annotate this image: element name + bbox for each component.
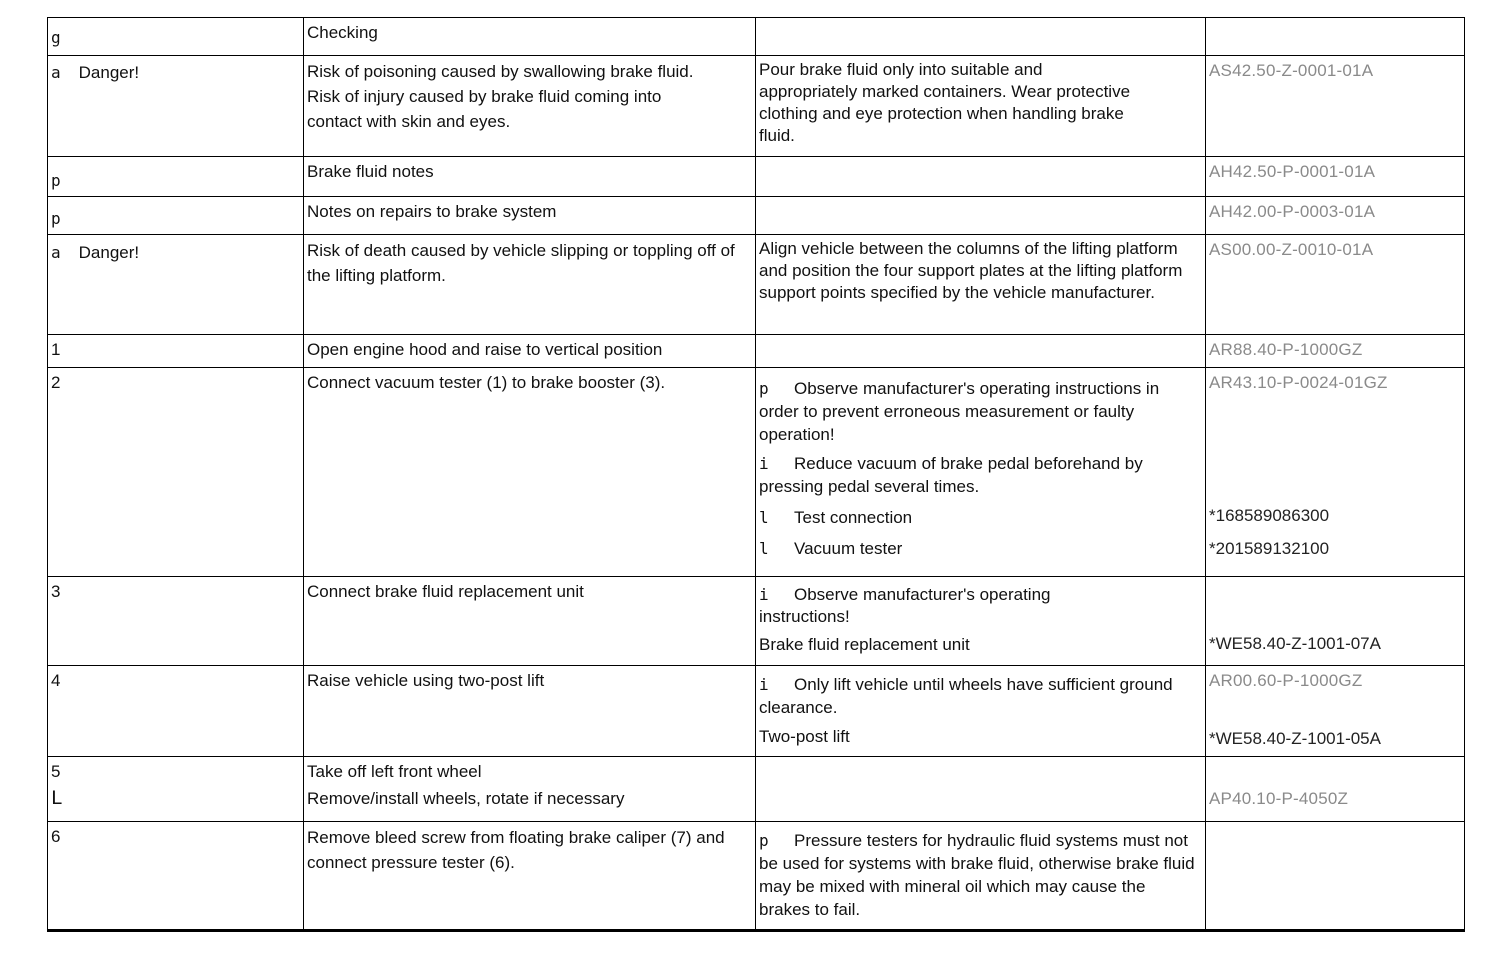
step-text: Connect brake fluid replacement unit bbox=[307, 582, 584, 601]
note-text: Observe manufacturer's operating instructions in order to prevent erroneous measurement or faulty operation! bbox=[759, 379, 1160, 444]
note-text: Vacuum tester bbox=[794, 539, 903, 558]
symbol-cell bbox=[48, 157, 304, 197]
ref-code: AR88.40-P-1000GZ bbox=[1209, 340, 1363, 359]
note-item bbox=[759, 452, 1193, 498]
link-symbol: L bbox=[51, 787, 63, 809]
note-text: Pour brake fluid only into suitable and appropriately marked containers. Wear protective clothing and eye protection when handling brake fluid. bbox=[759, 60, 1131, 145]
notes-cell bbox=[756, 335, 1206, 368]
notes-cell bbox=[756, 577, 1206, 666]
step-cell bbox=[304, 577, 756, 666]
symbol-cell bbox=[48, 666, 304, 757]
step-cell bbox=[304, 56, 756, 157]
step-text: Raise vehicle using two-post lift bbox=[307, 671, 545, 690]
step-cell bbox=[304, 757, 756, 822]
notes-cell bbox=[756, 368, 1206, 577]
notes-symbol: p bbox=[51, 209, 61, 228]
ref-code: AH42.50-P-0001-01A bbox=[1209, 162, 1376, 181]
note-text: Pressure testers for hydraulic fluid systems must not be used for systems with brake fluid, otherwise brake fluid may be mixed with mineral oil which may cause the brakes to fail. bbox=[759, 831, 1195, 919]
symbol-cell bbox=[48, 368, 304, 577]
ref-code: AP40.10-P-4050Z bbox=[1209, 789, 1349, 808]
step-number: 4 bbox=[51, 671, 61, 690]
danger-symbol: a bbox=[51, 63, 61, 82]
step-cell bbox=[304, 368, 756, 577]
step-subtext: Remove/install wheels, rotate if necessary bbox=[307, 789, 625, 808]
step-cell bbox=[304, 235, 756, 335]
step-number: 1 bbox=[51, 340, 61, 359]
symbol-cell bbox=[48, 56, 304, 157]
notes-symbol: p bbox=[759, 831, 769, 850]
note-item bbox=[759, 584, 1125, 628]
ref-cell bbox=[1206, 757, 1465, 822]
notes-symbol: p bbox=[51, 171, 61, 190]
note-text: Brake fluid replacement unit bbox=[759, 635, 970, 654]
note-item bbox=[759, 725, 1202, 748]
ref-cell bbox=[1206, 235, 1465, 335]
symbol-cell bbox=[48, 197, 304, 235]
tool-symbol: l bbox=[759, 508, 769, 527]
note-item bbox=[759, 537, 1193, 560]
step-text: Risk of poisoning caused by swallowing brake fluid. Risk of injury caused by brake fluid coming into contact with skin and eyes. bbox=[307, 62, 694, 131]
note-item bbox=[759, 377, 1193, 446]
table-row bbox=[48, 577, 1465, 666]
note-text: Observe manufacturer's operating instructions! bbox=[759, 585, 1051, 626]
step-text: Brake fluid notes bbox=[307, 162, 434, 181]
note-item bbox=[759, 829, 1195, 921]
table-row bbox=[48, 197, 1465, 235]
ref-code: AH42.00-P-0003-01A bbox=[1209, 202, 1376, 221]
ref-cell bbox=[1206, 18, 1465, 56]
step-cell bbox=[304, 18, 756, 56]
table-row bbox=[48, 335, 1465, 368]
ref-cell bbox=[1206, 822, 1465, 931]
ref-cell bbox=[1206, 368, 1465, 577]
danger-symbol: a bbox=[51, 243, 61, 262]
step-cell bbox=[304, 157, 756, 197]
table-row bbox=[48, 56, 1465, 157]
ref-cell bbox=[1206, 157, 1465, 197]
table-row bbox=[48, 18, 1465, 56]
notes-cell bbox=[756, 757, 1206, 822]
step-cell bbox=[304, 666, 756, 757]
notes-cell bbox=[756, 157, 1206, 197]
note-text: Align vehicle between the columns of the lifting platform and position the four support plates at the lifting platform support points specified by the vehicle manufacturer. bbox=[759, 239, 1183, 302]
step-cell bbox=[304, 335, 756, 368]
info-symbol: i bbox=[759, 675, 769, 694]
info-symbol: i bbox=[759, 585, 769, 604]
table-row bbox=[48, 822, 1465, 931]
tool-symbol: l bbox=[759, 539, 769, 558]
notes-cell bbox=[756, 197, 1206, 235]
ref-code: AR00.60-P-1000GZ bbox=[1209, 671, 1363, 690]
note-item bbox=[759, 673, 1202, 719]
table-row bbox=[48, 235, 1465, 335]
general-symbol: g bbox=[51, 28, 61, 47]
ref-cell bbox=[1206, 197, 1465, 235]
tool-part-number: *168589086300 bbox=[1209, 506, 1330, 525]
step-text: Remove bleed screw from floating brake caliper (7) and connect pressure tester (6). bbox=[307, 828, 725, 872]
notes-cell bbox=[756, 56, 1206, 157]
step-text: Notes on repairs to brake system bbox=[307, 202, 557, 221]
note-text: Reduce vacuum of brake pedal beforehand by pressing pedal several times. bbox=[759, 454, 1143, 496]
ref-cell bbox=[1206, 666, 1465, 757]
table-row bbox=[48, 757, 1465, 822]
step-number: 6 bbox=[51, 827, 61, 846]
note-text: Only lift vehicle until wheels have sufficient ground clearance. bbox=[759, 675, 1173, 717]
note-item bbox=[759, 634, 1125, 656]
step-number: 2 bbox=[51, 373, 61, 392]
note-item bbox=[759, 506, 1193, 529]
danger-label: Danger! bbox=[78, 243, 140, 262]
tool-part-number: *WE58.40-Z-1001-05A bbox=[1209, 729, 1381, 748]
ref-code: AR43.10-P-0024-01GZ bbox=[1209, 373, 1388, 392]
ref-cell bbox=[1206, 577, 1465, 666]
step-text: Checking bbox=[307, 23, 378, 42]
symbol-cell bbox=[48, 18, 304, 56]
notes-cell bbox=[756, 18, 1206, 56]
tool-part-number: *WE58.40-Z-1001-07A bbox=[1209, 634, 1381, 653]
step-text: Risk of death caused by vehicle slipping or toppling off of the lifting platform. bbox=[307, 241, 735, 285]
symbol-cell bbox=[48, 235, 304, 335]
danger-label: Danger! bbox=[78, 63, 140, 82]
step-text: Connect vacuum tester (1) to brake booster (3). bbox=[307, 373, 666, 392]
ref-cell bbox=[1206, 335, 1465, 368]
symbol-cell bbox=[48, 822, 304, 931]
table-row bbox=[48, 157, 1465, 197]
ref-cell bbox=[1206, 56, 1465, 157]
step-text: Open engine hood and raise to vertical position bbox=[307, 340, 663, 359]
info-symbol: i bbox=[759, 454, 769, 473]
symbol-cell bbox=[48, 757, 304, 822]
symbol-cell bbox=[48, 577, 304, 666]
notes-cell bbox=[756, 666, 1206, 757]
note-text: Test connection bbox=[794, 508, 913, 527]
step-text: Take off left front wheel bbox=[307, 762, 482, 781]
table-row bbox=[48, 368, 1465, 577]
ref-code: AS00.00-Z-0010-01A bbox=[1209, 240, 1374, 259]
notes-cell bbox=[756, 822, 1206, 931]
table-row bbox=[48, 666, 1465, 757]
ref-code: AS42.50-Z-0001-01A bbox=[1209, 61, 1374, 80]
step-cell bbox=[304, 197, 756, 235]
notes-symbol: p bbox=[759, 379, 769, 398]
tool-part-number: *201589132100 bbox=[1209, 539, 1330, 558]
note-text: Two-post lift bbox=[759, 727, 850, 746]
procedure-table bbox=[47, 17, 1465, 932]
step-number: 5 bbox=[51, 762, 61, 781]
step-number: 3 bbox=[51, 582, 61, 601]
step-cell bbox=[304, 822, 756, 931]
notes-cell bbox=[756, 235, 1206, 335]
symbol-cell bbox=[48, 335, 304, 368]
